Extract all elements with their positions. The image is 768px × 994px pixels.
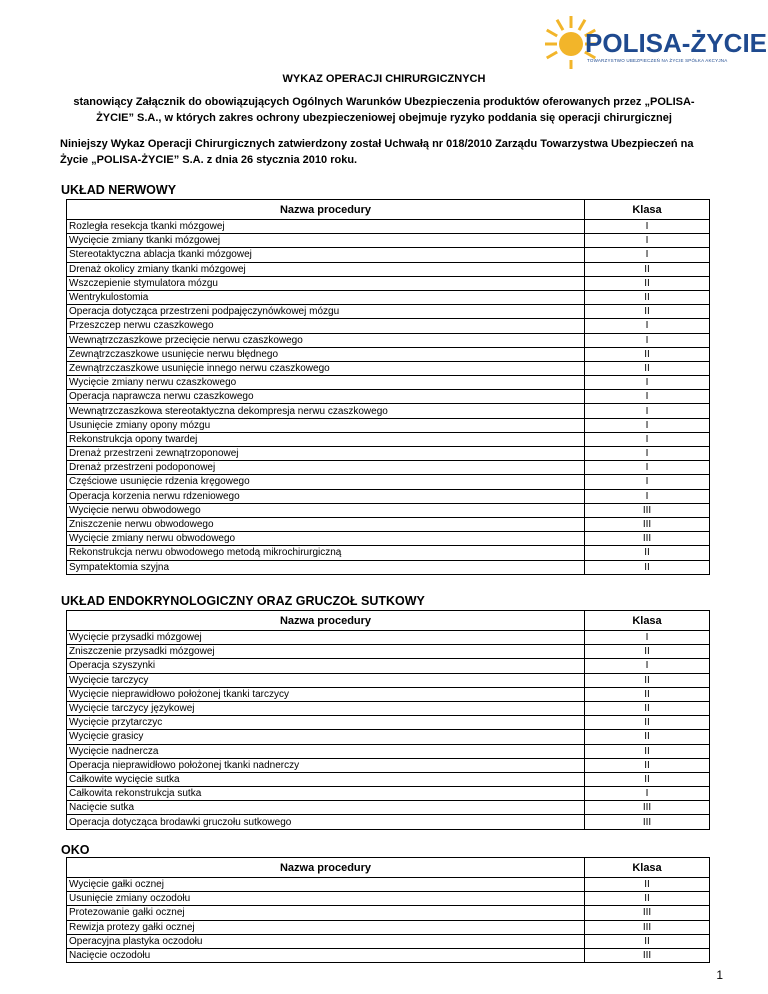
procedure-name-cell: Operacja naprawcza nerwu czaszkowego xyxy=(67,390,585,404)
table-row xyxy=(67,787,710,801)
procedure-name-cell: Sympatektomia szyjna xyxy=(67,560,585,574)
procedure-class-cell: II xyxy=(585,347,710,361)
column-header-class: Klasa xyxy=(585,611,710,631)
procedure-class-cell: I xyxy=(585,390,710,404)
procedure-class-cell: III xyxy=(585,801,710,815)
table-row xyxy=(67,687,710,701)
table-row xyxy=(67,361,710,375)
table-row xyxy=(67,730,710,744)
procedure-class-cell: III xyxy=(585,948,710,962)
procedure-class-cell: I xyxy=(585,234,710,248)
procedure-class-cell: I xyxy=(585,319,710,333)
procedure-name-cell: Zewnątrzczaszkowe usunięcie nerwu błędnego xyxy=(67,347,585,361)
table-row xyxy=(67,631,710,645)
page-number: 1 xyxy=(716,968,723,982)
procedure-class-cell: III xyxy=(585,517,710,531)
table-row xyxy=(67,248,710,262)
table-row xyxy=(67,333,710,347)
document-subtitle: stanowiący Załącznik do obowiązujących Ogólnych Warunków Ubezpieczenia produktów oferowanych przez „POLISA-ŻYCIE” S.A., w których zakres ochrony ubezpieczeniowej obejmuje ryzyko poddania się operacji chirurgicznej xyxy=(73,96,695,124)
procedure-name-cell: Operacja dotycząca brodawki gruczołu sutkowego xyxy=(67,815,585,829)
table-row xyxy=(67,347,710,361)
procedure-class-cell: III xyxy=(585,906,710,920)
procedure-name-cell: Drenaż okolicy zmiany tkanki mózgowej xyxy=(67,262,585,276)
procedure-class-cell: III xyxy=(585,503,710,517)
procedure-class-cell: II xyxy=(585,673,710,687)
procedure-class-cell: II xyxy=(585,730,710,744)
table-row xyxy=(67,716,710,730)
procedure-class-cell: III xyxy=(585,815,710,829)
table-row xyxy=(67,276,710,290)
table-row xyxy=(67,290,710,304)
procedure-class-cell: II xyxy=(585,772,710,786)
table-row xyxy=(67,758,710,772)
table-row xyxy=(67,920,710,934)
column-header-procedure: Nazwa procedury xyxy=(67,611,585,631)
table-row xyxy=(67,645,710,659)
procedure-class-cell: I xyxy=(585,333,710,347)
procedure-name-cell: Całkowita rekonstrukcja sutka xyxy=(67,787,585,801)
table-row xyxy=(67,432,710,446)
procedure-class-cell: II xyxy=(585,878,710,892)
procedure-class-cell: II xyxy=(585,290,710,304)
procedure-name-cell: Wycięcie tarczycy językowej xyxy=(67,701,585,715)
procedure-name-cell: Nacięcie oczodołu xyxy=(67,948,585,962)
procedure-name-cell: Rekonstrukcja opony twardej xyxy=(67,432,585,446)
table-row xyxy=(67,815,710,829)
section-heading-nervous: UKŁAD NERWOWY xyxy=(61,183,177,197)
table-row xyxy=(67,659,710,673)
procedure-name-cell: Rekonstrukcja nerwu obwodowego metodą mikrochirurgiczną xyxy=(67,546,585,560)
procedure-name-cell: Całkowite wycięcie sutka xyxy=(67,772,585,786)
procedure-name-cell: Wewnątrzczaszkowe przecięcie nerwu czaszkowego xyxy=(67,333,585,347)
procedure-name-cell: Protezowanie gałki ocznej xyxy=(67,906,585,920)
procedure-name-cell: Operacja korzenia nerwu rdzeniowego xyxy=(67,489,585,503)
table-row xyxy=(67,517,710,531)
document-title: WYKAZ OPERACJI CHIRURGICZNYCH xyxy=(282,73,486,85)
table-row xyxy=(67,447,710,461)
table-row xyxy=(67,532,710,546)
table-row xyxy=(67,560,710,574)
table-row xyxy=(67,418,710,432)
table-row xyxy=(67,906,710,920)
column-header-procedure: Nazwa procedury xyxy=(67,858,585,878)
procedure-name-cell: Wewnątrzczaszkowa stereotaktyczna dekompresja nerwu czaszkowego xyxy=(67,404,585,418)
procedure-class-cell: III xyxy=(585,920,710,934)
table-row xyxy=(67,376,710,390)
procedures-table-nervous xyxy=(66,199,710,575)
section-heading-eye: OKO xyxy=(61,843,90,857)
procedure-class-cell: II xyxy=(585,744,710,758)
table-row xyxy=(67,475,710,489)
procedure-name-cell: Rewizja protezy gałki ocznej xyxy=(67,920,585,934)
procedure-class-cell: II xyxy=(585,546,710,560)
table-row xyxy=(67,934,710,948)
document-intro: Niniejszy Wykaz Operacji Chirurgicznych zatwierdzony został Uchwałą nr 018/2010 Zarządu Towarzystwa Ubezpieczeń na Życie „POLISA-ŻYCIE” S.A. z dnia 26 stycznia 2010 roku. xyxy=(60,138,694,166)
logo-tagline: TOWARZYSTWO UBEZPIECZEŃ NA ŻYCIE SPÓŁKA AKCYJNA xyxy=(587,58,728,63)
procedure-name-cell: Wycięcie tarczycy xyxy=(67,673,585,687)
table-header-row xyxy=(67,611,710,631)
table-row xyxy=(67,489,710,503)
procedure-name-cell: Stereotaktyczna ablacja tkanki mózgowej xyxy=(67,248,585,262)
procedure-name-cell: Wentrykulostomia xyxy=(67,290,585,304)
column-header-class: Klasa xyxy=(585,858,710,878)
procedure-name-cell: Wszczepienie stymulatora mózgu xyxy=(67,276,585,290)
column-header-class: Klasa xyxy=(585,200,710,220)
procedure-class-cell: II xyxy=(585,716,710,730)
procedure-name-cell: Wycięcie przytarczyc xyxy=(67,716,585,730)
procedure-class-cell: II xyxy=(585,645,710,659)
procedure-name-cell: Wycięcie nerwu obwodowego xyxy=(67,503,585,517)
procedure-class-cell: I xyxy=(585,659,710,673)
table-row xyxy=(67,262,710,276)
table-row xyxy=(67,948,710,962)
procedure-name-cell: Operacja dotycząca przestrzeni podpajęczynówkowej mózgu xyxy=(67,305,585,319)
table-row xyxy=(67,220,710,234)
procedure-class-cell: III xyxy=(585,532,710,546)
procedures-table-endocrine xyxy=(66,610,710,830)
procedure-class-cell: I xyxy=(585,418,710,432)
procedure-class-cell: II xyxy=(585,262,710,276)
procedure-class-cell: I xyxy=(585,631,710,645)
procedure-name-cell: Rozległa resekcja tkanki mózgowej xyxy=(67,220,585,234)
logo-wordmark: POLISA-ŻYCIE xyxy=(585,28,768,58)
table-row xyxy=(67,772,710,786)
column-header-procedure: Nazwa procedury xyxy=(67,200,585,220)
procedure-class-cell: I xyxy=(585,248,710,262)
procedure-name-cell: Drenaż przestrzeni podoponowej xyxy=(67,461,585,475)
procedure-name-cell: Operacyjna plastyka oczodołu xyxy=(67,934,585,948)
procedure-class-cell: I xyxy=(585,489,710,503)
company-logo xyxy=(541,14,768,70)
procedure-name-cell: Zniszczenie nerwu obwodowego xyxy=(67,517,585,531)
procedure-class-cell: II xyxy=(585,560,710,574)
procedure-class-cell: I xyxy=(585,461,710,475)
table-row xyxy=(67,701,710,715)
procedure-name-cell: Nacięcie sutka xyxy=(67,801,585,815)
procedure-class-cell: II xyxy=(585,701,710,715)
procedure-class-cell: II xyxy=(585,361,710,375)
table-row xyxy=(67,892,710,906)
procedure-name-cell: Wycięcie grasicy xyxy=(67,730,585,744)
table-row xyxy=(67,673,710,687)
procedure-name-cell: Wycięcie zmiany nerwu obwodowego xyxy=(67,532,585,546)
procedure-class-cell: I xyxy=(585,220,710,234)
procedure-class-cell: II xyxy=(585,758,710,772)
procedure-class-cell: II xyxy=(585,934,710,948)
procedure-class-cell: I xyxy=(585,432,710,446)
procedure-name-cell: Zniszczenie przysadki mózgowej xyxy=(67,645,585,659)
procedure-name-cell: Wycięcie gałki ocznej xyxy=(67,878,585,892)
procedure-name-cell: Wycięcie przysadki mózgowej xyxy=(67,631,585,645)
section-heading-endocrine: UKŁAD ENDOKRYNOLOGICZNY ORAZ GRUCZOŁ SUTKOWY xyxy=(61,594,425,608)
table-row xyxy=(67,546,710,560)
procedure-class-cell: I xyxy=(585,404,710,418)
table-row xyxy=(67,319,710,333)
procedure-class-cell: II xyxy=(585,687,710,701)
procedure-name-cell: Wycięcie nieprawidłowo położonej tkanki tarczycy xyxy=(67,687,585,701)
procedures-table-eye xyxy=(66,857,710,963)
table-row xyxy=(67,404,710,418)
table-row xyxy=(67,305,710,319)
procedure-class-cell: I xyxy=(585,376,710,390)
procedure-name-cell: Wycięcie nadnercza xyxy=(67,744,585,758)
table-row xyxy=(67,503,710,517)
table-row xyxy=(67,461,710,475)
procedure-class-cell: I xyxy=(585,787,710,801)
table-header-row xyxy=(67,200,710,220)
procedure-name-cell: Operacja nieprawidłowo położonej tkanki nadnerczy xyxy=(67,758,585,772)
procedure-name-cell: Przeszczep nerwu czaszkowego xyxy=(67,319,585,333)
table-row xyxy=(67,390,710,404)
table-row xyxy=(67,878,710,892)
procedure-name-cell: Usunięcie zmiany oczodołu xyxy=(67,892,585,906)
procedure-name-cell: Częściowe usunięcie rdzenia kręgowego xyxy=(67,475,585,489)
table-row xyxy=(67,234,710,248)
table-row xyxy=(67,744,710,758)
procedure-name-cell: Zewnątrzczaszkowe usunięcie innego nerwu czaszkowego xyxy=(67,361,585,375)
procedure-name-cell: Wycięcie zmiany tkanki mózgowej xyxy=(67,234,585,248)
table-row xyxy=(67,801,710,815)
procedure-class-cell: II xyxy=(585,276,710,290)
procedure-name-cell: Usunięcie zmiany opony mózgu xyxy=(67,418,585,432)
procedure-class-cell: I xyxy=(585,447,710,461)
procedure-class-cell: I xyxy=(585,475,710,489)
procedure-name-cell: Wycięcie zmiany nerwu czaszkowego xyxy=(67,376,585,390)
procedure-class-cell: II xyxy=(585,305,710,319)
procedure-class-cell: II xyxy=(585,892,710,906)
procedure-name-cell: Drenaż przestrzeni zewnątrzoponowej xyxy=(67,447,585,461)
table-header-row xyxy=(67,858,710,878)
procedure-name-cell: Operacja szyszynki xyxy=(67,659,585,673)
